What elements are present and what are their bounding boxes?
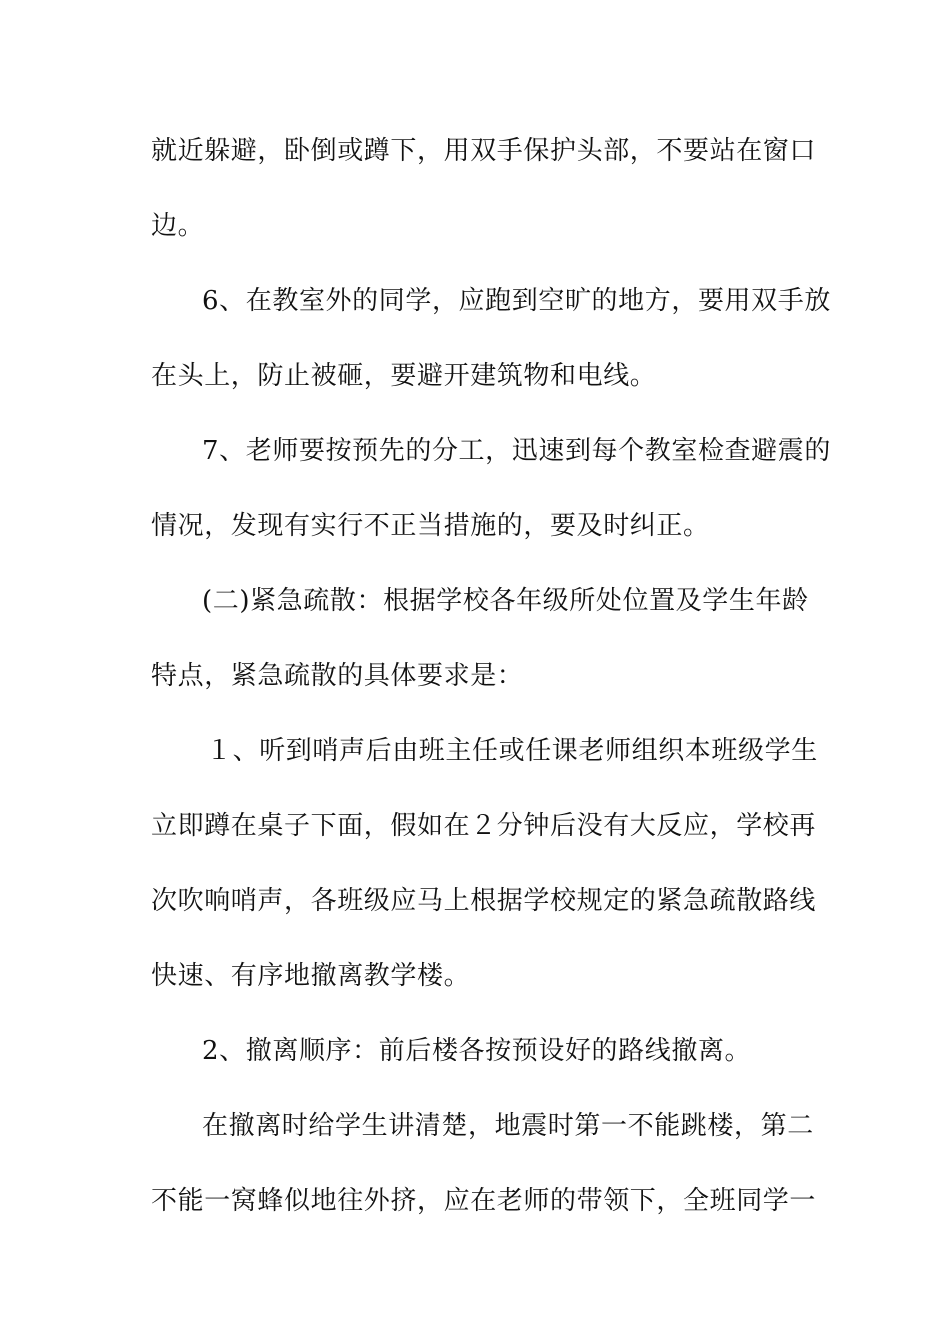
- text-line: (二)紧急疏散：根据学校各年级所处位置及学生年龄: [202, 586, 809, 616]
- text-line: １、听到哨声后由班主任或任课老师组织本班级学生: [206, 736, 818, 766]
- text-line: 不能一窝蜂似地往外挤，应在老师的带领下，全班同学一: [151, 1186, 817, 1216]
- text-line: 就近躲避，卧倒或蹲下，用双手保护头部，不要站在窗口: [151, 136, 817, 166]
- text-line: 在头上，防止被砸，要避开建筑物和电线。: [151, 361, 657, 391]
- text-line: 快速、有序地撤离教学楼。: [151, 961, 471, 991]
- text-line: 在撤离时给学生讲清楚，地震时第一不能跳楼，第二: [202, 1111, 814, 1141]
- text-line: 6、在教室外的同学，应跑到空旷的地方，要用双手放: [202, 286, 831, 316]
- text-line: 2、撤离顺序：前后楼各按预设好的路线撤离。: [202, 1036, 752, 1066]
- text-line: 次吹响哨声，各班级应马上根据学校规定的紧急疏散路线: [151, 886, 817, 916]
- text-line: 特点，紧急疏散的具体要求是：: [151, 661, 524, 691]
- text-line: 情况，发现有实行不正当措施的，要及时纠正。: [151, 511, 710, 541]
- text-line: 边。: [151, 211, 205, 241]
- text-line: 7、老师要按预先的分工，迅速到每个教室检查避震的: [202, 436, 831, 466]
- text-line: 立即蹲在桌子下面，假如在２分钟后没有大反应，学校再: [151, 811, 817, 841]
